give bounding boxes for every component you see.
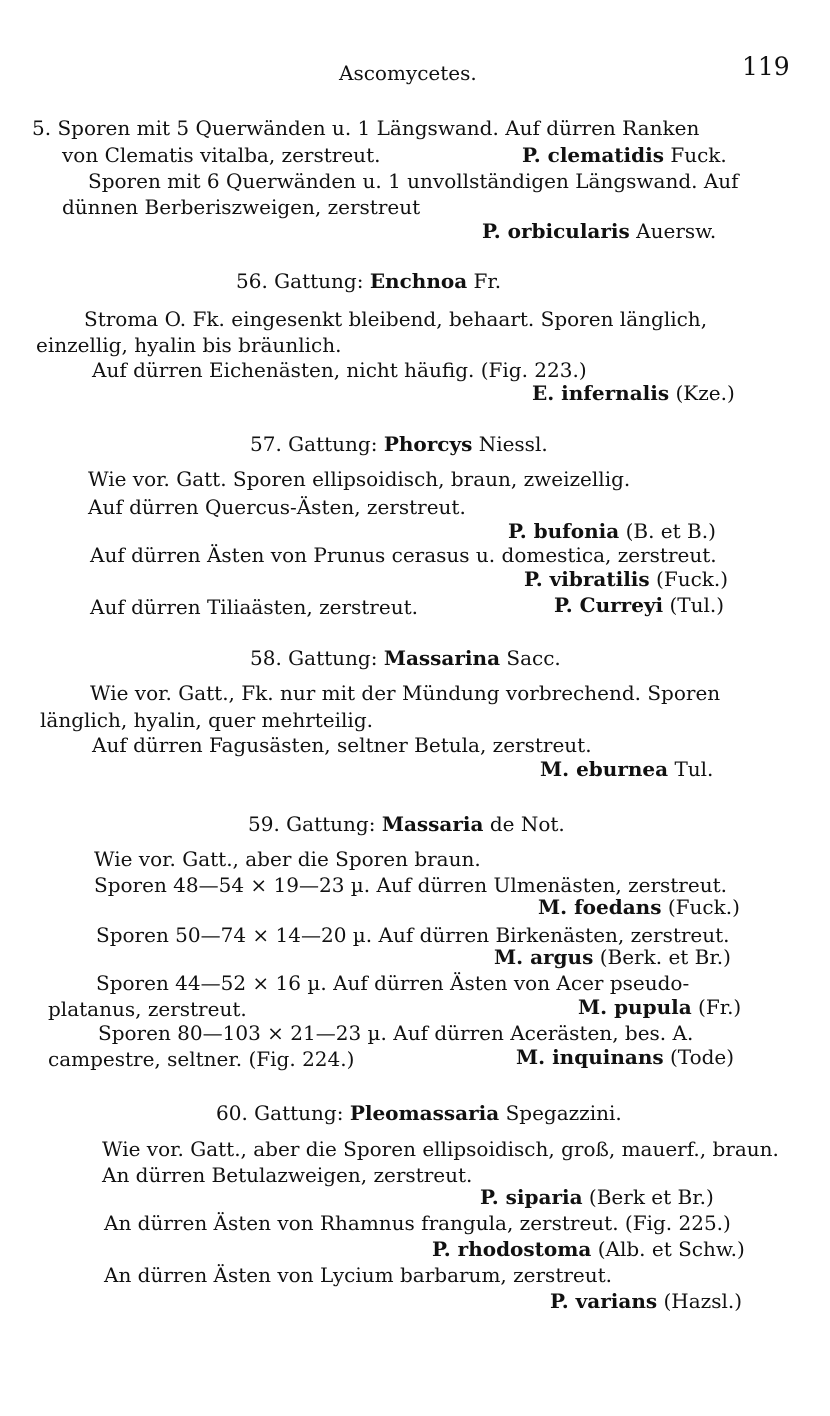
species-entry	[482, 218, 716, 244]
text-line: Auf dürren Tiliaästen, zerstreut.	[90, 595, 418, 619]
text-line: Wie vor. Gatt., aber die Sporen ellipsoidisch, groß, mauerf., braun.	[102, 1137, 779, 1161]
species-name: P. vibratilis	[524, 567, 650, 591]
genus-heading: 59. Gattung: Massaria de Not.	[248, 812, 565, 836]
species-entry	[494, 944, 731, 970]
genus-name: Pleomassaria	[349, 1101, 500, 1125]
species-name: P. Curreyi	[554, 593, 664, 617]
species-entry	[522, 142, 727, 168]
species-entry	[524, 566, 728, 592]
species-author: (Kze.)	[675, 381, 735, 405]
page-number: 119	[742, 52, 790, 81]
text-line: länglich, hyalin, quer mehrteilig.	[40, 708, 373, 732]
text-line: einzellig, hyalin bis bräunlich.	[36, 333, 342, 357]
species-author: (Fuck.)	[656, 567, 729, 591]
text-line: Wie vor. Gatt., Fk. nur mit der Mündung vorbrechend. Sporen	[90, 681, 721, 705]
species-name: M. eburnea	[540, 757, 669, 781]
species-name: P. bufonia	[508, 519, 620, 543]
text-line: Auf dürren Eichenästen, nicht häufig. (Fig. 223.)	[92, 358, 587, 382]
species-entry	[538, 894, 740, 920]
species-author: (Tode)	[670, 1045, 735, 1069]
text-line: An dürren Betulazweigen, zerstreut.	[102, 1163, 473, 1187]
species-name: P. orbicularis	[482, 219, 630, 243]
species-entry	[480, 1184, 714, 1210]
text-line: campestre, seltner. (Fig. 224.)	[48, 1047, 355, 1071]
species-author: Fuck.	[670, 143, 727, 167]
text-line: Auf dürren Quercus-Ästen, zerstreut.	[88, 495, 466, 519]
text-line: von Clematis vitalba, zerstreut.	[62, 143, 381, 167]
text-line: Sporen mit 6 Querwänden u. 1 unvollständigen Längswand. Auf	[88, 169, 739, 193]
text-line: Auf dürren Ästen von Prunus cerasus u. domestica, zerstreut.	[90, 543, 717, 567]
species-author: (Berk. et Br.)	[599, 945, 731, 969]
running-title: Ascomycetes.	[339, 61, 477, 85]
species-name: M. pupula	[578, 995, 692, 1019]
species-author: (Hazsl.)	[663, 1289, 743, 1313]
text-line: Stroma O. Fk. eingesenkt bleibend, behaart. Sporen länglich,	[84, 307, 708, 331]
species-entry	[516, 1044, 734, 1070]
genus-name: Massarina	[383, 646, 501, 670]
genus-name: Enchnoa	[369, 269, 468, 293]
species-name: P. varians	[550, 1289, 658, 1313]
species-author: (Fr.)	[698, 995, 742, 1019]
text-line: Sporen 50—74 × 14—20 µ. Auf dürren Birkenästen, zerstreut.	[96, 923, 730, 947]
species-entry	[508, 518, 716, 544]
species-name: M. inquinans	[516, 1045, 664, 1069]
text-line: dünnen Berberiszweigen, zerstreut	[62, 195, 421, 219]
text-line: platanus, zerstreut.	[48, 997, 247, 1021]
species-name: P. clematidis	[522, 143, 664, 167]
text-line: Auf dürren Fagusästen, seltner Betula, zerstreut.	[92, 733, 592, 757]
species-name: E. infernalis	[532, 381, 670, 405]
text-line: Sporen 80—103 × 21—23 µ. Auf dürren Acerästen, bes. A.	[98, 1021, 694, 1045]
text-line: Sporen 44—52 × 16 µ. Auf dürren Ästen von Acer pseudo-	[96, 971, 690, 995]
species-author: (Berk et Br.)	[588, 1185, 714, 1209]
species-entry	[550, 1288, 742, 1314]
species-author: (Tul.)	[669, 593, 725, 617]
text-line: An dürren Ästen von Rhamnus frangula, zerstreut. (Fig. 225.)	[104, 1211, 731, 1235]
species-author: (B. et B.)	[625, 519, 716, 543]
genus-heading: 58. Gattung: Massarina Sacc.	[250, 646, 561, 670]
genus-heading: 56. Gattung: Enchnoa Fr.	[236, 269, 502, 293]
species-name: P. rhodostoma	[432, 1237, 592, 1261]
species-name: M. argus	[494, 945, 594, 969]
genus-name: Phorcys	[383, 432, 473, 456]
species-entry	[554, 592, 724, 618]
species-author: Auersw.	[636, 219, 717, 243]
text-line: 5. Sporen mit 5 Querwänden u. 1 Längswand. Auf dürren Ranken	[32, 116, 700, 140]
species-name: P. siparia	[480, 1185, 583, 1209]
species-author: (Alb. et Schw.)	[597, 1237, 745, 1261]
species-entry	[432, 1236, 745, 1262]
text-line: An dürren Ästen von Lycium barbarum, zerstreut.	[104, 1263, 613, 1287]
species-entry	[532, 380, 735, 406]
genus-heading: 60. Gattung: Pleomassaria Spegazzini.	[216, 1101, 622, 1125]
species-entry	[540, 756, 713, 782]
genus-heading: 57. Gattung: Phorcys Niessl.	[250, 432, 548, 456]
text-line: Wie vor. Gatt., aber die Sporen braun.	[94, 847, 481, 871]
species-author: (Fuck.)	[667, 895, 740, 919]
species-name: M. foedans	[538, 895, 662, 919]
species-entry	[578, 994, 741, 1020]
genus-name: Massaria	[381, 812, 484, 836]
text-line: Sporen 48—54 × 19—23 µ. Auf dürren Ulmenästen, zerstreut.	[94, 873, 727, 897]
species-author: Tul.	[674, 757, 714, 781]
text-line: Wie vor. Gatt. Sporen ellipsoidisch, braun, zweizellig.	[88, 467, 631, 491]
